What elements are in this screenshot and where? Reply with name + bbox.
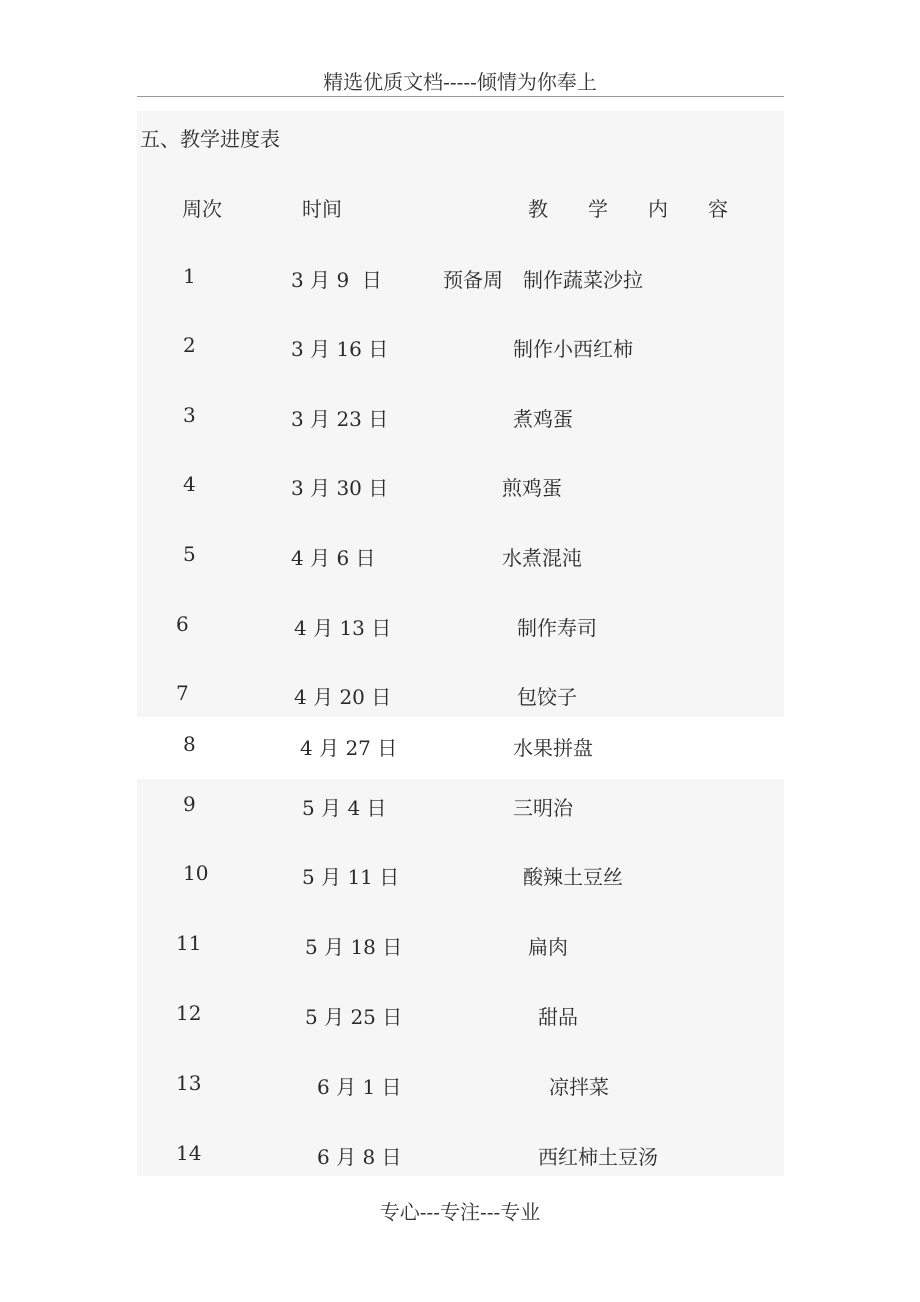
row-date: 4 月 13 日 xyxy=(294,616,392,640)
row-content: 煮鸡蛋 xyxy=(513,407,573,431)
row-week: 8 xyxy=(183,732,196,756)
section-title: 五、教学进度表 xyxy=(140,127,280,151)
row-week: 13 xyxy=(176,1071,202,1095)
row-date: 3 月 16 日 xyxy=(291,337,389,361)
column-header-date: 时间 xyxy=(302,197,342,221)
row-content: 凉拌菜 xyxy=(549,1075,609,1099)
row-week: 5 xyxy=(183,542,196,566)
row-week: 12 xyxy=(176,1001,202,1025)
row-content: 扁肉 xyxy=(528,935,568,959)
row-date: 6 月 1 日 xyxy=(317,1075,402,1099)
row-week: 11 xyxy=(176,931,202,955)
row-content: 制作寿司 xyxy=(517,616,597,640)
row-content: 西红柿土豆汤 xyxy=(538,1145,658,1169)
row-week: 2 xyxy=(183,333,196,357)
row-content: 制作小西红柿 xyxy=(513,337,633,361)
column-header-content: 教 学 内 容 xyxy=(528,197,728,221)
page-footer: 专心---专注---专业 xyxy=(379,1200,541,1224)
row-week: 4 xyxy=(183,472,196,496)
row-date: 3 月 30 日 xyxy=(291,476,389,500)
header-divider xyxy=(137,96,784,97)
row-week: 10 xyxy=(183,861,209,885)
row-content: 三明治 xyxy=(513,796,573,820)
row-content: 水煮混沌 xyxy=(502,546,582,570)
row-week: 14 xyxy=(176,1141,202,1165)
row-content: 甜品 xyxy=(538,1005,578,1029)
row-content: 预备周 制作蔬菜沙拉 xyxy=(443,268,643,292)
row-content: 煎鸡蛋 xyxy=(502,476,562,500)
row-week: 6 xyxy=(176,612,189,636)
row-week: 1 xyxy=(183,264,196,288)
row-date: 5 月 11 日 xyxy=(302,865,400,889)
column-header-week: 周次 xyxy=(182,197,222,221)
row-date: 5 月 18 日 xyxy=(305,935,403,959)
row-date: 5 月 25 日 xyxy=(305,1005,403,1029)
row-date: 5 月 4 日 xyxy=(302,796,387,820)
page-header: 精选优质文档-----倾情为你奉上 xyxy=(323,70,597,94)
row-week: 7 xyxy=(176,681,189,705)
row-date: 4 月 6 日 xyxy=(291,546,376,570)
row-content: 酸辣土豆丝 xyxy=(523,865,623,889)
content-background-lower xyxy=(137,779,784,1176)
row-content: 包饺子 xyxy=(517,685,577,709)
row-week: 3 xyxy=(183,403,196,427)
row-week: 9 xyxy=(183,792,196,816)
row-date: 3 月 23 日 xyxy=(291,407,389,431)
row-date: 4 月 27 日 xyxy=(300,736,398,760)
row-content: 水果拼盘 xyxy=(513,736,593,760)
row-date: 6 月 8 日 xyxy=(317,1145,402,1169)
row-date: 3 月 9 日 xyxy=(291,268,382,292)
row-date: 4 月 20 日 xyxy=(294,685,392,709)
